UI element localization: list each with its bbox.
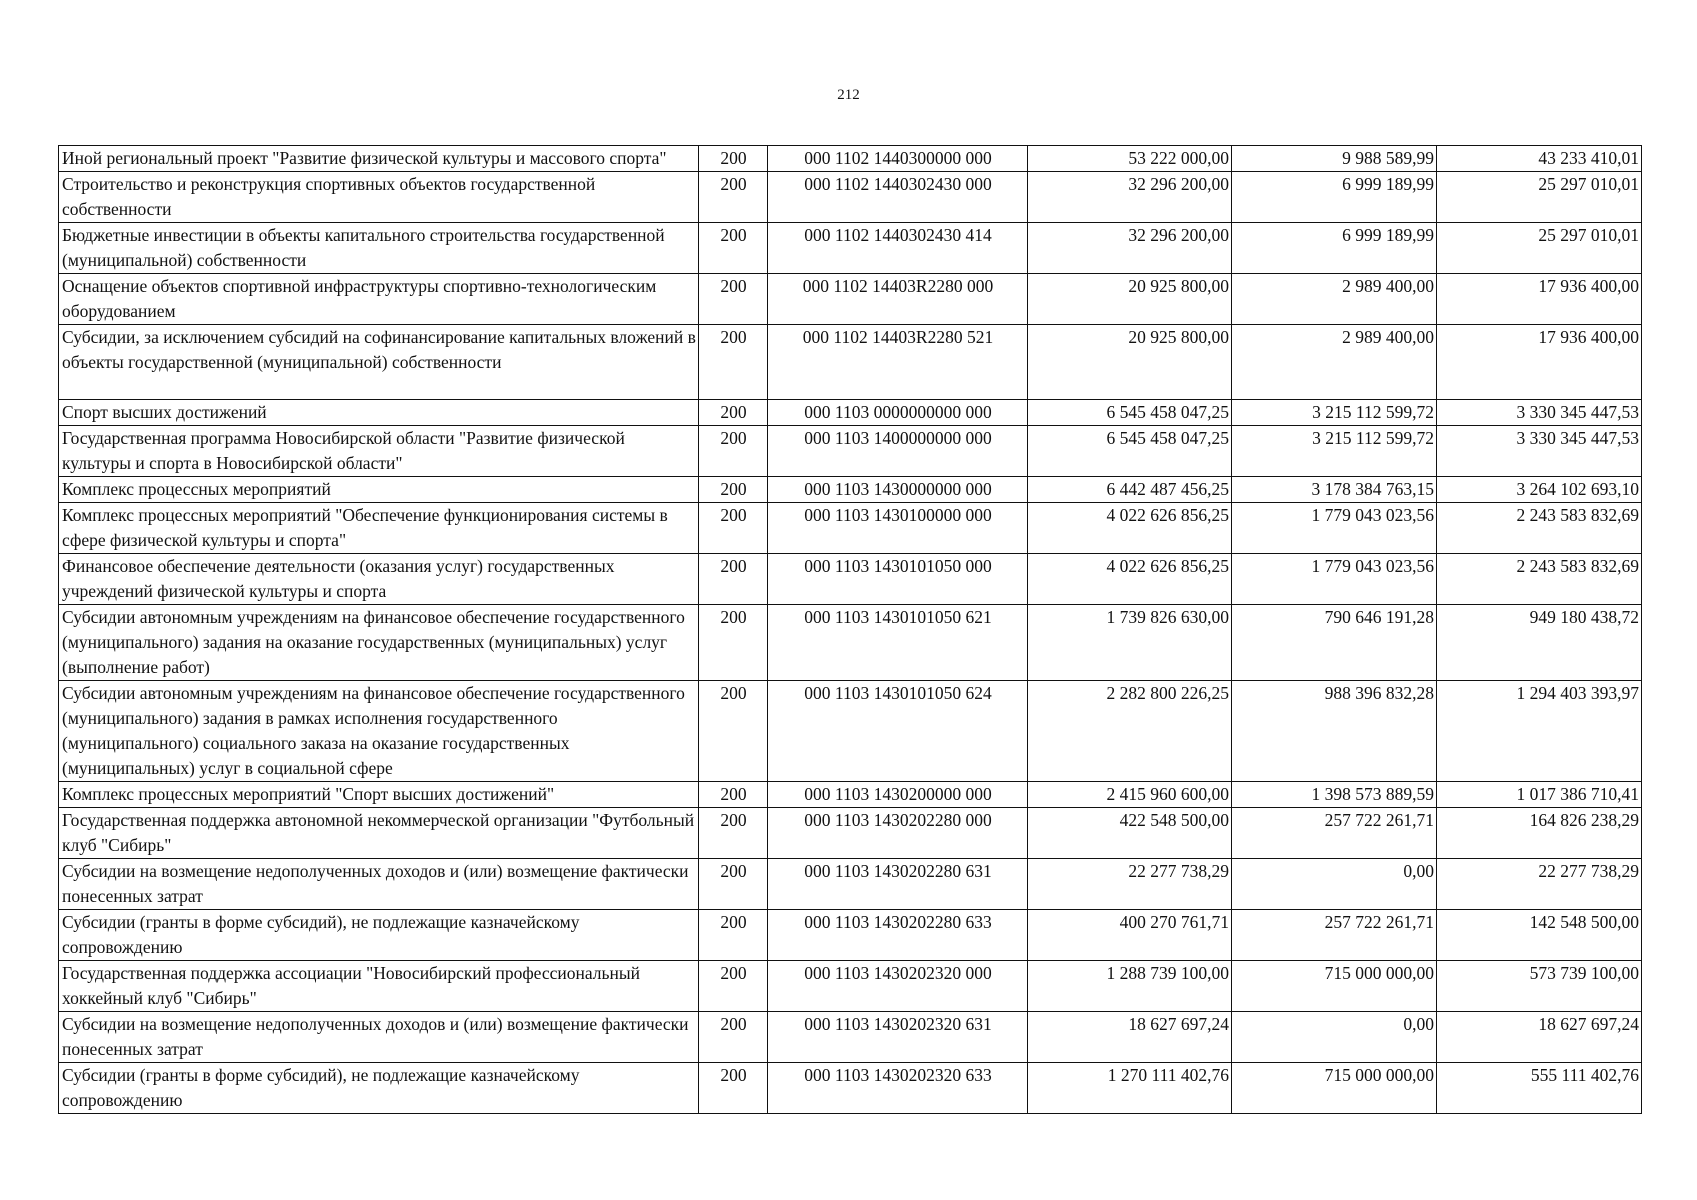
row-budget-classification: 000 1102 14403R2280 000	[768, 274, 1028, 325]
row-budget-classification: 000 1103 1430202320 000	[768, 961, 1028, 1012]
row-unexecuted-amount: 164 826 238,29	[1437, 808, 1642, 859]
row-name: Финансовое обеспечение деятельности (оказания услуг) государственных учреждений физической культуры и спорта	[59, 554, 699, 605]
row-executed-amount: 715 000 000,00	[1232, 961, 1437, 1012]
table-row	[59, 808, 1642, 859]
table-row	[59, 172, 1642, 223]
row-budget-classification: 000 1103 1430202280 633	[768, 910, 1028, 961]
table-row	[59, 1012, 1642, 1063]
table-row	[59, 1063, 1642, 1114]
row-approved-amount: 32 296 200,00	[1028, 172, 1232, 223]
row-approved-amount: 4 022 626 856,25	[1028, 503, 1232, 554]
row-name: Комплекс процессных мероприятий	[59, 477, 699, 503]
row-name: Комплекс процессных мероприятий "Обеспечение функционирования системы в сфере физической культуры и спорта"	[59, 503, 699, 554]
row-name: Оснащение объектов спортивной инфраструктуры спортивно-технологическим оборудованием	[59, 274, 699, 325]
row-executed-amount: 6 999 189,99	[1232, 223, 1437, 274]
row-approved-amount: 400 270 761,71	[1028, 910, 1232, 961]
row-approved-amount: 6 545 458 047,25	[1028, 400, 1232, 426]
row-approved-amount: 20 925 800,00	[1028, 325, 1232, 400]
row-line-code: 200	[699, 859, 768, 910]
row-line-code: 200	[699, 400, 768, 426]
table-row	[59, 146, 1642, 172]
row-approved-amount: 22 277 738,29	[1028, 859, 1232, 910]
row-unexecuted-amount: 25 297 010,01	[1437, 223, 1642, 274]
row-budget-classification: 000 1103 1430101050 624	[768, 681, 1028, 782]
row-line-code: 200	[699, 681, 768, 782]
row-approved-amount: 1 288 739 100,00	[1028, 961, 1232, 1012]
row-executed-amount: 9 988 589,99	[1232, 146, 1437, 172]
table-row	[59, 859, 1642, 910]
row-name: Государственная поддержка ассоциации "Новосибирский профессиональный хоккейный клуб "Сибирь"	[59, 961, 699, 1012]
row-name: Государственная поддержка автономной некоммерческой организации "Футбольный клуб "Сибирь"	[59, 808, 699, 859]
row-name: Спорт высших достижений	[59, 400, 699, 426]
row-unexecuted-amount: 142 548 500,00	[1437, 910, 1642, 961]
row-unexecuted-amount: 43 233 410,01	[1437, 146, 1642, 172]
row-executed-amount: 1 779 043 023,56	[1232, 554, 1437, 605]
row-line-code: 200	[699, 274, 768, 325]
row-executed-amount: 988 396 832,28	[1232, 681, 1437, 782]
table-row	[59, 400, 1642, 426]
row-name: Бюджетные инвестиции в объекты капитального строительства государственной (муниципальной) собственности	[59, 223, 699, 274]
row-approved-amount: 20 925 800,00	[1028, 274, 1232, 325]
row-name: Иной региональный проект "Развитие физической культуры и массового спорта"	[59, 146, 699, 172]
row-line-code: 200	[699, 503, 768, 554]
row-budget-classification: 000 1103 1430202280 631	[768, 859, 1028, 910]
row-name: Субсидии, за исключением субсидий на софинансирование капитальных вложений в объекты государственной (муниципальной) собственности	[59, 325, 699, 400]
row-executed-amount: 715 000 000,00	[1232, 1063, 1437, 1114]
row-unexecuted-amount: 1 017 386 710,41	[1437, 782, 1642, 808]
row-executed-amount: 0,00	[1232, 1012, 1437, 1063]
row-name: Субсидии (гранты в форме субсидий), не подлежащие казначейскому сопровождению	[59, 1063, 699, 1114]
row-line-code: 200	[699, 325, 768, 400]
row-line-code: 200	[699, 146, 768, 172]
row-unexecuted-amount: 25 297 010,01	[1437, 172, 1642, 223]
row-executed-amount: 3 178 384 763,15	[1232, 477, 1437, 503]
row-budget-classification: 000 1103 1430101050 621	[768, 605, 1028, 681]
table-row	[59, 477, 1642, 503]
row-executed-amount: 3 215 112 599,72	[1232, 400, 1437, 426]
row-line-code: 200	[699, 426, 768, 477]
row-approved-amount: 2 415 960 600,00	[1028, 782, 1232, 808]
row-unexecuted-amount: 949 180 438,72	[1437, 605, 1642, 681]
row-name: Субсидии на возмещение недополученных доходов и (или) возмещение фактически понесенных затрат	[59, 1012, 699, 1063]
row-budget-classification: 000 1103 1430202320 631	[768, 1012, 1028, 1063]
table-row	[59, 426, 1642, 477]
row-approved-amount: 4 022 626 856,25	[1028, 554, 1232, 605]
row-name: Субсидии (гранты в форме субсидий), не подлежащие казначейскому сопровождению	[59, 910, 699, 961]
row-approved-amount: 18 627 697,24	[1028, 1012, 1232, 1063]
row-executed-amount: 1 779 043 023,56	[1232, 503, 1437, 554]
row-approved-amount: 422 548 500,00	[1028, 808, 1232, 859]
table-row	[59, 605, 1642, 681]
row-unexecuted-amount: 2 243 583 832,69	[1437, 503, 1642, 554]
row-executed-amount: 6 999 189,99	[1232, 172, 1437, 223]
table-row	[59, 503, 1642, 554]
row-unexecuted-amount: 3 330 345 447,53	[1437, 426, 1642, 477]
table-row	[59, 554, 1642, 605]
row-approved-amount: 1 270 111 402,76	[1028, 1063, 1232, 1114]
row-budget-classification: 000 1102 1440302430 000	[768, 172, 1028, 223]
row-unexecuted-amount: 1 294 403 393,97	[1437, 681, 1642, 782]
row-unexecuted-amount: 2 243 583 832,69	[1437, 554, 1642, 605]
row-executed-amount: 790 646 191,28	[1232, 605, 1437, 681]
table-row	[59, 223, 1642, 274]
row-line-code: 200	[699, 1012, 768, 1063]
row-approved-amount: 32 296 200,00	[1028, 223, 1232, 274]
row-line-code: 200	[699, 477, 768, 503]
row-line-code: 200	[699, 605, 768, 681]
row-budget-classification: 000 1103 1430200000 000	[768, 782, 1028, 808]
row-unexecuted-amount: 17 936 400,00	[1437, 325, 1642, 400]
row-line-code: 200	[699, 1063, 768, 1114]
row-executed-amount: 0,00	[1232, 859, 1437, 910]
row-executed-amount: 257 722 261,71	[1232, 910, 1437, 961]
row-line-code: 200	[699, 961, 768, 1012]
table-row	[59, 325, 1642, 400]
row-budget-classification: 000 1103 1430202320 633	[768, 1063, 1028, 1114]
row-name: Субсидии автономным учреждениям на финансовое обеспечение государственного (муниципального) задания на оказание государственных (муниципальных) услуг (выполнение работ)	[59, 605, 699, 681]
row-executed-amount: 1 398 573 889,59	[1232, 782, 1437, 808]
table-row	[59, 274, 1642, 325]
row-line-code: 200	[699, 808, 768, 859]
row-approved-amount: 2 282 800 226,25	[1028, 681, 1232, 782]
row-unexecuted-amount: 17 936 400,00	[1437, 274, 1642, 325]
row-line-code: 200	[699, 910, 768, 961]
row-approved-amount: 53 222 000,00	[1028, 146, 1232, 172]
row-executed-amount: 257 722 261,71	[1232, 808, 1437, 859]
row-unexecuted-amount: 573 739 100,00	[1437, 961, 1642, 1012]
row-name: Строительство и реконструкция спортивных объектов государственной собственности	[59, 172, 699, 223]
row-budget-classification: 000 1103 1400000000 000	[768, 426, 1028, 477]
row-budget-classification: 000 1102 1440300000 000	[768, 146, 1028, 172]
row-budget-classification: 000 1103 0000000000 000	[768, 400, 1028, 426]
row-budget-classification: 000 1102 1440302430 414	[768, 223, 1028, 274]
row-approved-amount: 6 545 458 047,25	[1028, 426, 1232, 477]
table-row	[59, 961, 1642, 1012]
row-line-code: 200	[699, 554, 768, 605]
row-name: Субсидии автономным учреждениям на финансовое обеспечение государственного (муниципального) задания в рамках исполнения государственного (муниципального) социального заказа на оказание государственных (муниципальных) услуг в социальной сфере	[59, 681, 699, 782]
row-unexecuted-amount: 555 111 402,76	[1437, 1063, 1642, 1114]
row-budget-classification: 000 1103 1430100000 000	[768, 503, 1028, 554]
row-budget-classification: 000 1103 1430101050 000	[768, 554, 1028, 605]
table-row	[59, 910, 1642, 961]
row-name: Комплекс процессных мероприятий "Спорт высших достижений"	[59, 782, 699, 808]
table-row	[59, 782, 1642, 808]
row-name: Субсидии на возмещение недополученных доходов и (или) возмещение фактически понесенных затрат	[59, 859, 699, 910]
row-line-code: 200	[699, 223, 768, 274]
row-approved-amount: 6 442 487 456,25	[1028, 477, 1232, 503]
row-unexecuted-amount: 18 627 697,24	[1437, 1012, 1642, 1063]
row-budget-classification: 000 1102 14403R2280 521	[768, 325, 1028, 400]
row-budget-classification: 000 1103 1430000000 000	[768, 477, 1028, 503]
row-line-code: 200	[699, 782, 768, 808]
row-line-code: 200	[699, 172, 768, 223]
page-number: 212	[837, 87, 860, 103]
row-executed-amount: 3 215 112 599,72	[1232, 426, 1437, 477]
row-budget-classification: 000 1103 1430202280 000	[768, 808, 1028, 859]
row-approved-amount: 1 739 826 630,00	[1028, 605, 1232, 681]
row-unexecuted-amount: 22 277 738,29	[1437, 859, 1642, 910]
row-unexecuted-amount: 3 330 345 447,53	[1437, 400, 1642, 426]
row-executed-amount: 2 989 400,00	[1232, 325, 1437, 400]
row-executed-amount: 2 989 400,00	[1232, 274, 1437, 325]
table-row	[59, 681, 1642, 782]
row-name: Государственная программа Новосибирской области "Развитие физической культуры и спорта в Новосибирской области"	[59, 426, 699, 477]
row-unexecuted-amount: 3 264 102 693,10	[1437, 477, 1642, 503]
budget-execution-table	[58, 145, 1642, 1114]
